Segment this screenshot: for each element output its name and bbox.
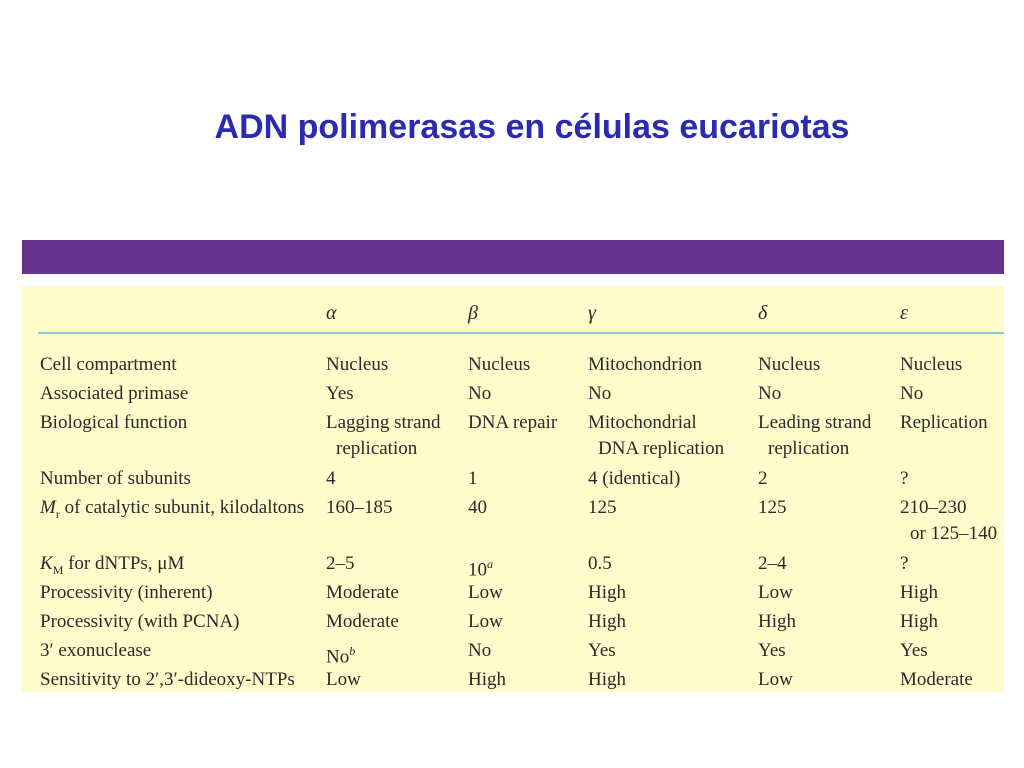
column-header: γ [588,302,596,324]
table-cell: 4 (identical) [588,468,681,489]
table-cell: replication [768,438,850,459]
column-header: β [468,302,478,324]
table-cell: High [588,669,626,690]
table-cell: No [468,640,492,661]
table-cell: Low [758,582,793,603]
table-cell: replication [336,438,418,459]
table-cell: Low [326,669,361,690]
cell-value: 10 [468,559,487,581]
polymerase-table [22,286,1004,692]
label-text: for dNTPs, μM [63,553,185,574]
table-cell: No [588,383,612,404]
table-cell [468,551,493,583]
label-text: of catalytic subunit, kilodaltons [59,497,305,518]
table-cell: High [900,582,938,603]
label-subscript: M [52,562,64,577]
table-cell: Mitochondrion [588,354,702,375]
row-label: Biological function [40,412,188,433]
row-label: Processivity (inherent) [40,582,213,603]
table-cell: 2 [758,468,768,489]
label-subscript: r [55,506,60,521]
table-cell: ? [900,553,909,574]
table-cell: No [900,383,924,404]
header-band [22,240,1004,274]
table-cell: 125 [758,497,787,518]
table-cell: DNA repair [468,412,558,433]
table-cell [326,638,355,670]
label-symbol: M [40,497,56,518]
table-cell: 210–230 [900,497,967,518]
table-cell: Leading strand [758,412,872,433]
table-cell: Low [758,669,793,690]
table-cell: 2–5 [326,553,355,574]
column-header: α [326,302,337,324]
table-cell: Replication [900,412,988,433]
table-cell: Low [468,582,503,603]
table-cell: High [588,611,626,632]
table-cell: Nucleus [758,354,821,375]
table-cell: Moderate [326,611,399,632]
column-header: ε [900,302,908,324]
table-cell: Moderate [900,669,973,690]
table-cell: 2–4 [758,553,787,574]
table-cell: DNA replication [598,438,725,459]
row-label: Processivity (with PCNA) [40,611,240,632]
row-label: 3′ exonuclease [40,640,152,661]
header-divider [38,332,1004,334]
footnote-mark: b [349,644,356,658]
table-cell: Moderate [326,582,399,603]
table-cell: Mitochondrial [588,412,697,433]
table-cell: No [468,383,492,404]
label-symbol: K [40,553,53,574]
table-cell: Low [468,611,503,632]
table-cell: 4 [326,468,336,489]
table-cell: High [468,669,506,690]
table-cell: ? [900,468,909,489]
table-cell: Yes [588,640,616,661]
table-cell: or 125–140 [910,523,998,544]
table-cell: Nucleus [900,354,963,375]
row-label: Number of subunits [40,468,191,489]
table-cell: 0.5 [588,553,612,574]
row-label: Sensitivity to 2′,3′-dideoxy-NTPs [40,669,295,690]
table-cell: High [588,582,626,603]
footnote-mark: a [487,557,493,571]
table-cell: Lagging strand [326,412,441,433]
table-cell: Yes [326,383,354,404]
table-cell: Yes [758,640,786,661]
table-cell: Nucleus [326,354,389,375]
row-label: Associated primase [40,383,189,404]
row-label [40,495,304,527]
table-cell: High [900,611,938,632]
cell-value: No [326,646,350,668]
table-cell: 125 [588,497,617,518]
table-cell: High [758,611,796,632]
table-cell: 1 [468,468,478,489]
table-cell: Yes [900,640,928,661]
table-cell: Nucleus [468,354,531,375]
table-cell: 160–185 [326,497,393,518]
column-header: δ [758,302,768,324]
row-label [40,551,184,583]
page-title: ADN polimerasas en células eucariotas [214,108,850,146]
row-label: Cell compartment [40,354,177,375]
table-cell: 40 [468,497,487,518]
table-cell: No [758,383,782,404]
